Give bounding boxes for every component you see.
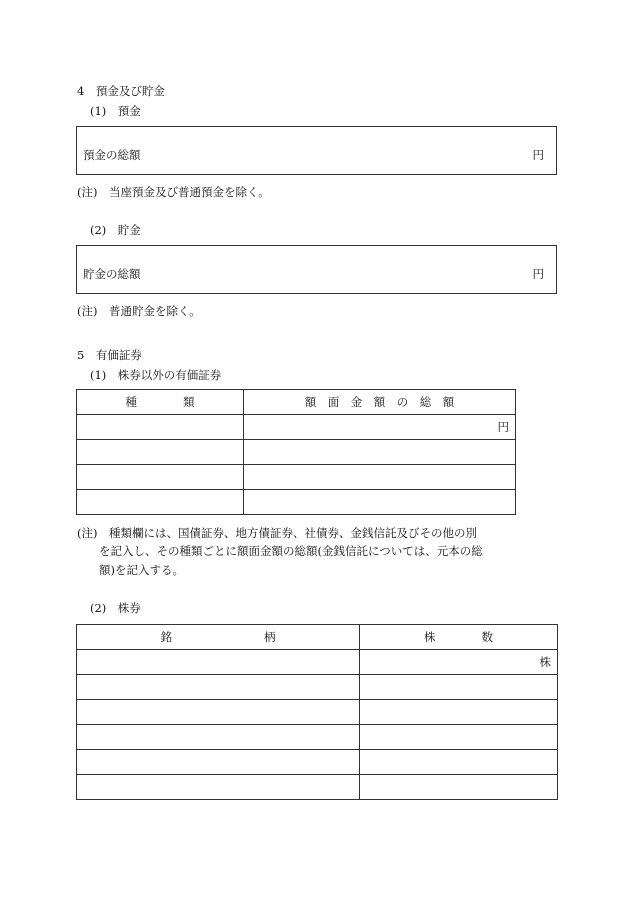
- table-row: [77, 725, 558, 750]
- securities-note-line-2: を記入し、その種類ごとに額面金額の総額(金銭信託については、元本の総: [99, 544, 483, 558]
- issue-name-cell[interactable]: [77, 650, 360, 675]
- table-row: [77, 775, 558, 800]
- face-value-total-header: 額 面 金 額 の 総 額: [244, 390, 516, 415]
- face-value-cell[interactable]: [244, 440, 516, 465]
- table-row: [77, 440, 516, 465]
- type-header: 種 類: [77, 390, 244, 415]
- table-row: [77, 650, 558, 675]
- savings-total-unit: 円: [532, 267, 544, 281]
- section-5-2-label: (2) 株券: [90, 601, 141, 615]
- yen-unit: 円: [497, 420, 509, 434]
- table-row: [77, 675, 558, 700]
- face-value-cell[interactable]: [244, 490, 516, 515]
- table-row: [77, 415, 516, 440]
- share-count-cell[interactable]: [360, 775, 558, 800]
- issue-name-cell[interactable]: [77, 675, 360, 700]
- share-count-cell[interactable]: [360, 725, 558, 750]
- face-value-cell[interactable]: [244, 415, 516, 440]
- securities-table: [76, 389, 516, 515]
- deposit-total-unit: 円: [532, 148, 544, 162]
- table-row: [77, 490, 516, 515]
- face-value-cell[interactable]: [244, 465, 516, 490]
- table-header-row: [77, 390, 516, 415]
- table-row: [77, 465, 516, 490]
- issue-name-cell[interactable]: [77, 775, 360, 800]
- issue-name-header: 銘 柄: [77, 625, 360, 650]
- shares-unit: 株: [539, 655, 551, 669]
- table-header-row: [77, 625, 558, 650]
- savings-total-box: [76, 245, 557, 294]
- securities-note-line-1: (注) 種類欄には、国債証券、地方債証券、社債券、金銭信託及びその他の別: [77, 526, 477, 540]
- section-5-1-label: (1) 株券以外の有価証券: [90, 368, 222, 382]
- deposit-note: (注) 当座預金及び普通預金を除く。: [77, 185, 270, 199]
- type-cell[interactable]: [77, 490, 244, 515]
- securities-note-line-3: 額)を記入する。: [99, 563, 184, 577]
- share-count-cell[interactable]: [360, 675, 558, 700]
- section-5-heading: 5 有価証券: [77, 348, 142, 362]
- issue-name-cell[interactable]: [77, 725, 360, 750]
- share-count-cell[interactable]: [360, 650, 558, 675]
- table-row: [77, 750, 558, 775]
- issue-name-cell[interactable]: [77, 750, 360, 775]
- issue-name-cell[interactable]: [77, 700, 360, 725]
- type-cell[interactable]: [77, 465, 244, 490]
- section-4-1-label: (1) 預金: [90, 104, 141, 118]
- stocks-table: [76, 624, 558, 800]
- deposit-total-label: 預金の総額: [83, 148, 141, 162]
- type-cell[interactable]: [77, 415, 244, 440]
- section-4-heading: 4 預金及び貯金: [77, 84, 165, 98]
- table-row: [77, 700, 558, 725]
- savings-note: (注) 普通貯金を除く。: [77, 304, 201, 318]
- share-count-cell[interactable]: [360, 750, 558, 775]
- share-count-header: 株 数: [360, 625, 558, 650]
- share-count-cell[interactable]: [360, 700, 558, 725]
- savings-total-label: 貯金の総額: [83, 267, 141, 281]
- type-cell[interactable]: [77, 440, 244, 465]
- section-4-2-label: (2) 貯金: [90, 223, 141, 237]
- deposit-total-box: [76, 126, 557, 175]
